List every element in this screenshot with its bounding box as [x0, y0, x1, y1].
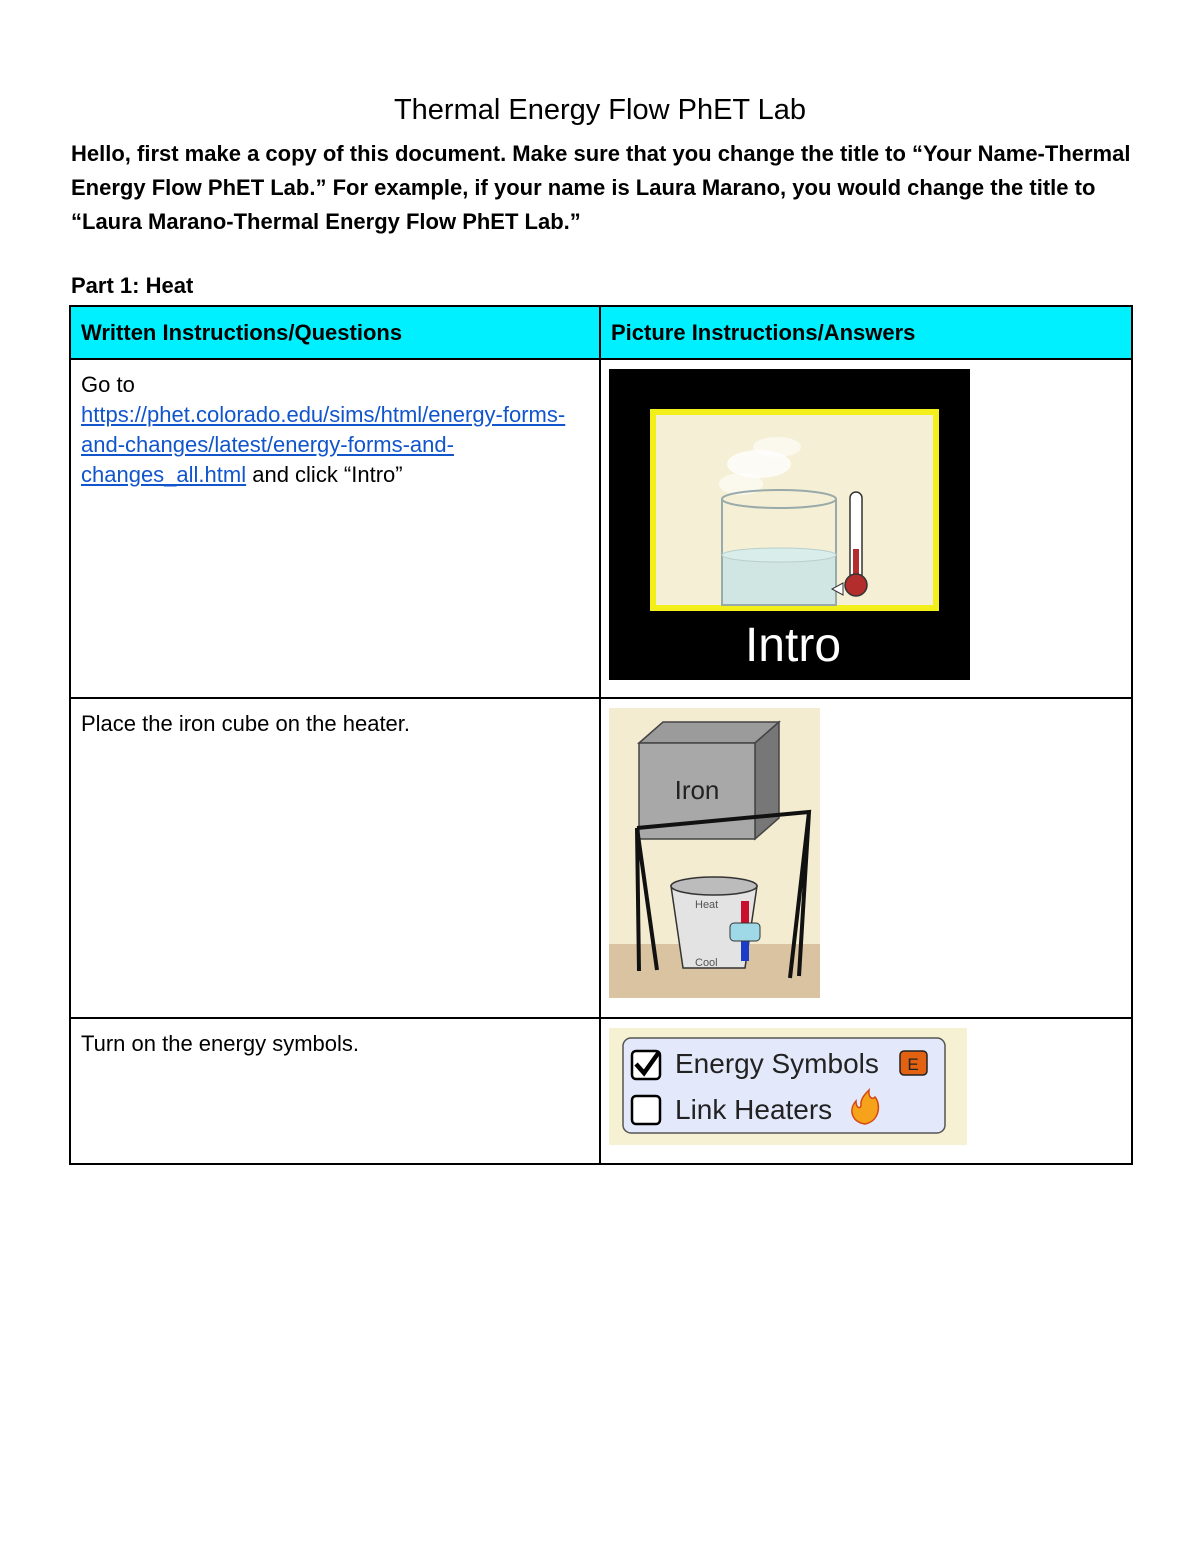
table-header-row [70, 306, 1132, 359]
heat-label: Heat [695, 899, 719, 911]
water-surface [722, 548, 836, 562]
document-title: Thermal Energy Flow PhET Lab [393, 94, 807, 126]
row-1-text [70, 359, 600, 698]
steam-icon [753, 437, 801, 457]
row-2-picture [600, 698, 1132, 1018]
intro-screen-image [609, 369, 970, 680]
instructions-table [69, 305, 1133, 1165]
row-1-picture [600, 359, 1132, 698]
table-header-picture: Picture Instructions/Answers [600, 306, 1132, 359]
iron-heater-image [609, 708, 820, 998]
table-row [70, 698, 1132, 1018]
row-1-suffix: and click “Intro” [246, 462, 403, 487]
link-heaters-label: Link Heaters [675, 1094, 833, 1125]
energy-badge-label: E [907, 1055, 919, 1074]
energy-symbols-panel-image [609, 1028, 967, 1145]
cool-label: Cool [695, 957, 718, 969]
row-2-text: Place the iron cube on the heater. [70, 698, 600, 1018]
link-heaters-checkbox[interactable] [632, 1096, 660, 1124]
intro-label: Intro [744, 619, 842, 672]
table-header-written: Written Instructions/Questions [70, 306, 600, 359]
heat-cool-slider[interactable] [730, 923, 760, 941]
iron-label: Iron [674, 775, 720, 805]
part-heading: Part 1: Heat [71, 273, 194, 298]
row-1-prefix: Go to [81, 372, 135, 397]
heater-bucket-rim [671, 877, 757, 895]
intro-paragraph: Hello, first make a copy of this document. Make sure that you change the title to “Your Name-Thermal Energy Flow PhET Lab.” For example, if your name is Laura Marano, you would change the title to “Laura Marano-Thermal Energy Flow PhET Lab.” [71, 141, 1131, 234]
iron-block-side [755, 722, 779, 839]
table-row [70, 1018, 1132, 1164]
phet-sim-link[interactable]: https://phet.colorado.edu/sims/html/energy-forms-and-changes/latest/energy-forms-and-changes_all.html [81, 402, 566, 487]
energy-symbols-label: Energy Symbols [675, 1048, 879, 1079]
table-row [70, 359, 1132, 698]
row-3-picture [600, 1018, 1132, 1164]
row-3-text: Turn on the energy symbols. [70, 1018, 600, 1164]
thermometer-bulb [845, 574, 867, 596]
